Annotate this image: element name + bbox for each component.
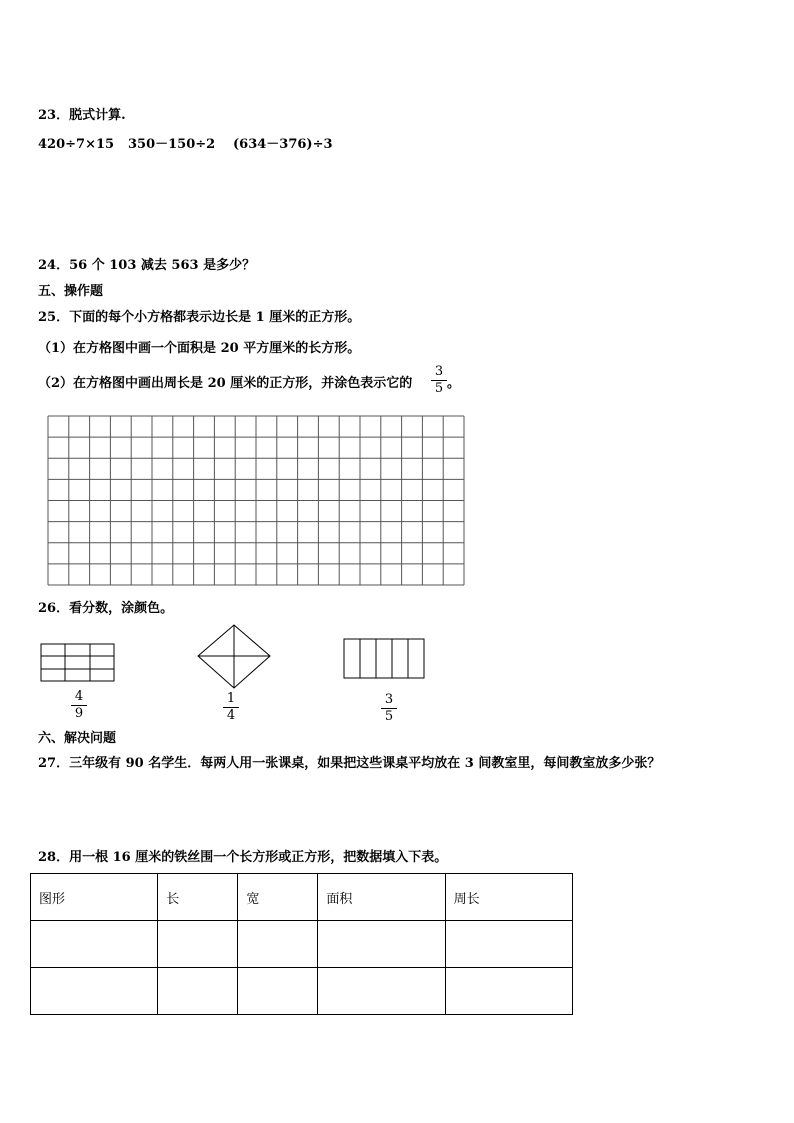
section-6-title: 六、解决问题 bbox=[38, 731, 117, 746]
q23-expression-2: 350－150÷2 bbox=[128, 137, 216, 152]
table-cell[interactable] bbox=[238, 968, 318, 1015]
q23-title: 23．脱式计算. bbox=[38, 108, 126, 123]
table-cell[interactable] bbox=[318, 921, 445, 968]
table-cell[interactable] bbox=[238, 921, 318, 968]
q26-fraction-2 bbox=[221, 692, 241, 723]
q25-title: 25．下面的每个小方格都表示边长是 1 厘米的正方形。 bbox=[38, 310, 361, 325]
table-cell[interactable] bbox=[158, 921, 238, 968]
table-header-cell: 长 bbox=[158, 874, 238, 921]
q26-title: 26．看分数，涂颜色。 bbox=[38, 601, 174, 616]
table-cell[interactable] bbox=[31, 921, 158, 968]
table-row bbox=[31, 921, 573, 968]
table-header-cell: 图形 bbox=[31, 874, 158, 921]
q26-fraction-2-denominator: 4 bbox=[226, 708, 236, 723]
q26-fraction-3 bbox=[379, 693, 399, 724]
table-header-row bbox=[31, 874, 573, 921]
q25-part-2-end: 。 bbox=[447, 376, 461, 391]
q23-expression-1: 420÷7×15 bbox=[38, 137, 115, 152]
table-row bbox=[31, 968, 573, 1015]
q26-fraction-3-numerator: 3 bbox=[384, 692, 394, 707]
table-cell[interactable] bbox=[445, 968, 572, 1015]
q26-fraction-1 bbox=[69, 690, 89, 721]
q28-title: 28．用一根 16 厘米的铁丝围一个长方形或正方形，把数据填入下表。 bbox=[38, 850, 448, 865]
q26-fraction-1-denominator: 9 bbox=[74, 706, 84, 721]
q26-fraction-2-numerator: 1 bbox=[226, 691, 236, 706]
q27-title: 27．三年级有 90 名学生．每两人用一张课桌，如果把这些课桌平均放在 3 间教室里，每间教室放多少张？ bbox=[38, 756, 661, 771]
table-cell[interactable] bbox=[445, 921, 572, 968]
q25-part-2: （2）在方格图中画出周长是 20 厘米的正方形，并涂色表示它的 bbox=[38, 376, 413, 391]
table-header-cell: 宽 bbox=[238, 874, 318, 921]
table-cell[interactable] bbox=[31, 968, 158, 1015]
q25-fraction-denominator: 5 bbox=[434, 381, 444, 396]
shape-rectangle-5-strips bbox=[344, 639, 424, 678]
shape-diamond-4-parts bbox=[198, 625, 270, 688]
square-grid bbox=[48, 416, 464, 585]
q25-part-1: （1）在方格图中画一个面积是 20 平方厘米的长方形。 bbox=[38, 341, 361, 356]
section-5-title: 五、操作题 bbox=[38, 284, 104, 299]
q26-fraction-3-denominator: 5 bbox=[384, 709, 394, 724]
q23-expression-3: (634－376)÷3 bbox=[233, 137, 333, 152]
q24-title: 24．56 个 103 减去 563 是多少？ bbox=[38, 258, 256, 273]
q25-fraction-numerator: 3 bbox=[434, 364, 444, 379]
shape-rectangle-3x3 bbox=[41, 644, 114, 681]
table-cell[interactable] bbox=[158, 968, 238, 1015]
table-cell[interactable] bbox=[318, 968, 445, 1015]
q26-fraction-1-numerator: 4 bbox=[74, 689, 84, 704]
table-header-cell: 周长 bbox=[445, 874, 572, 921]
table-header-cell: 面积 bbox=[318, 874, 445, 921]
q28-table bbox=[30, 873, 573, 1015]
